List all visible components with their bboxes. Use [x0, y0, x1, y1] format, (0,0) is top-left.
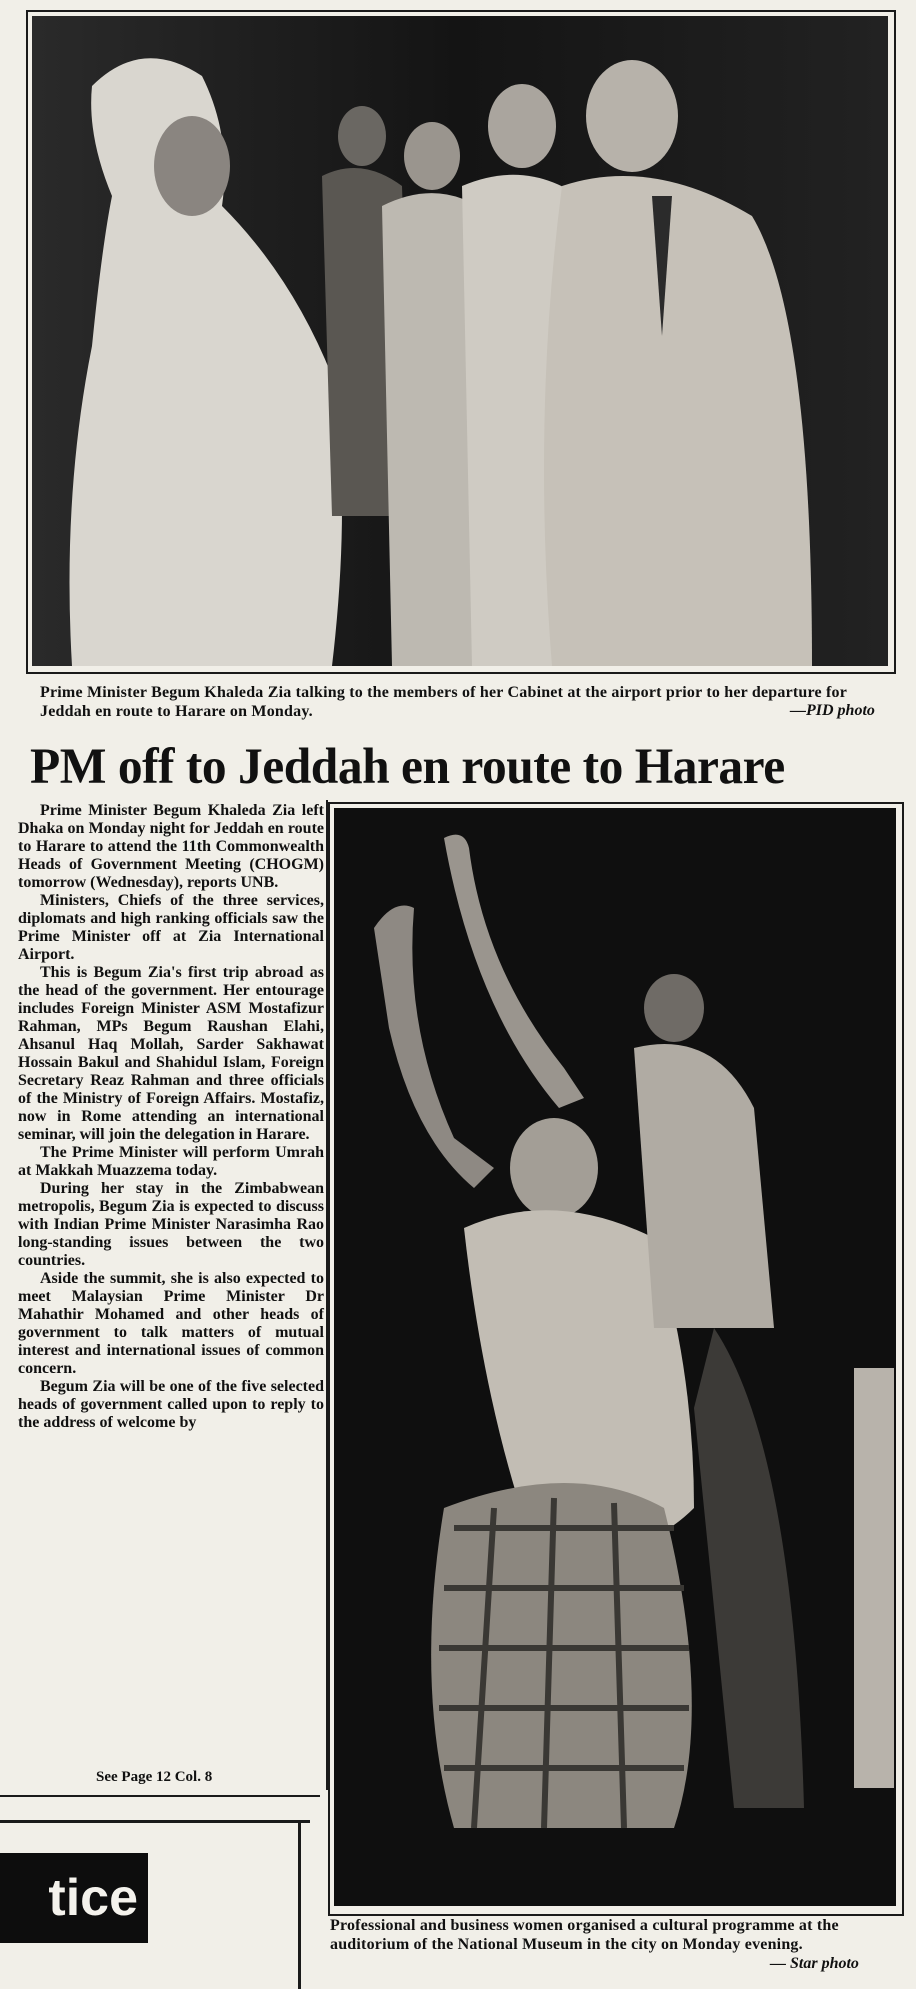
article-paragraph: During her stay in the Zimbabwean metropolis, Begum Zia is expected to discuss with Indian Prime Minister Narasimha Rao long-standing issues between the two countries.	[18, 1180, 324, 1269]
top-photo-credit: —PID photo	[790, 702, 875, 719]
continued-jump: See Page 12 Col. 8	[96, 1769, 213, 1785]
bottom-photo-credit: — Star photo	[770, 1955, 859, 1972]
top-photo-caption: Prime Minister Begum Khaleda Zia talking to the members of her Cabinet at the airport prior to her departure for Jeddah en route to Harare on Monday.	[40, 684, 847, 720]
notice-heading: tice	[0, 1853, 148, 1943]
bottom-photo-caption: Professional and business women organised a cultural programme at the auditorium of the National Museum in the city on Monday evening.	[330, 1917, 839, 1953]
notice-rule	[0, 1820, 310, 1823]
bottom-rule	[0, 1795, 320, 1797]
top-photo	[32, 16, 888, 666]
article-paragraph: Begum Zia will be one of the five selected heads of government called upon to reply to the address of welcome by	[18, 1378, 324, 1431]
bottom-photo	[334, 808, 896, 1906]
article-paragraph: This is Begum Zia's first trip abroad as the head of the government. Her entourage includes Foreign Minister ASM Mostafizur Rahman, MPs Begum Raushan Elahi, Ahsanul Haq Mollah, Sarder Sakhawat Hossain Bakul and Shahidul Islam, Foreign Secretary Reaz Rahman and three officials of the Ministry of Foreign Affairs. Mostafiz, now in Rome attending an international seminar, will join the delegation in Harare.	[18, 964, 324, 1143]
article-body	[18, 802, 324, 1432]
notice-side-rule	[298, 1820, 301, 1989]
article-paragraph: The Prime Minister will perform Umrah at Makkah Muazzema today.	[18, 1144, 324, 1179]
article-paragraph: Prime Minister Begum Khaleda Zia left Dhaka on Monday night for Jeddah en route to Harare to attend the 11th Commonwealth Heads of Government Meeting (CHOGM) tomorrow (Wednesday), reports UNB.	[18, 802, 324, 891]
article-paragraph: Aside the summit, she is also expected to meet Malaysian Prime Minister Dr Mahathir Mohamed and other heads of government to talk matters of mutual interest and international issues of common concern.	[18, 1270, 324, 1377]
article-paragraph: Ministers, Chiefs of the three services, diplomats and high ranking officials saw the Prime Minister off at Zia International Airport.	[18, 892, 324, 963]
headline: PM off to Jeddah en route to Harare	[30, 739, 785, 795]
